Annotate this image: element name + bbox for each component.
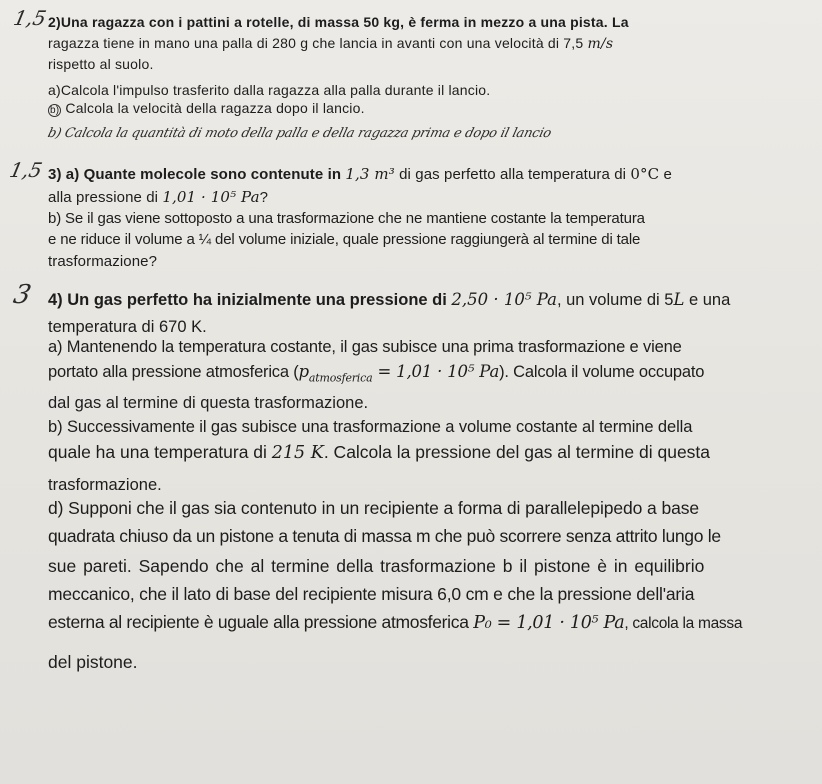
- q2-line-1: 2)Una ragazza con i pattini a rotelle, di massa 50 kg, è ferma in mezzo a una pista. La: [48, 14, 629, 30]
- q3-line-5: trasformazione?: [48, 253, 158, 270]
- q2-line-3: rispetto al suolo.: [48, 56, 154, 72]
- q3-score-mark: 1,5: [7, 158, 45, 182]
- q4-line-3: a) Mantenendo la temperatura costante, il gas subisce una prima trasformazione e viene: [48, 338, 682, 356]
- q4-line-11: sue pareti. Sapendo che al termine della trasformazione b il pistone è in equilibrio: [48, 556, 705, 576]
- q3-line-4: e ne riduce il volume a ¼ del volume iniziale, quale pressione raggiungerà al termine di tale: [48, 231, 641, 248]
- q4-line-9: d) Supponi che il gas sia contenuto in un recipiente a forma di parallelepipedo a base: [48, 498, 700, 518]
- q4-score-mark: 3: [10, 280, 34, 310]
- q3-line-1: 3) a) Quante molecole sono contenute in 1,3 m³ di gas perfetto alla temperatura di 0°C e: [48, 165, 672, 183]
- q4-line-10: quadrata chiuso da un pistone a tenuta di massa m che può scorrere senza attrito lungo le: [48, 526, 721, 546]
- q4-line-14: del pistone.: [48, 652, 138, 672]
- q4-line-6: b) Successivamente il gas subisce una trasformazione a volume costante al termine della: [48, 418, 693, 436]
- q2-line-5: b) Calcola la velocità della ragazza dopo il lancio.: [50, 100, 365, 116]
- q2-line-4: a)Calcola l'impulso trasferito dalla ragazza alla palla durante il lancio.: [48, 82, 491, 98]
- q3-line-2: alla pressione di 1,01 · 10⁵ Pa?: [48, 188, 269, 206]
- q4-line-13: esterna al recipiente è uguale alla pressione atmosferica P₀ = 1,01 · 10⁵ Pa, calcola la massa: [48, 612, 743, 633]
- q2-b-label: b): [50, 105, 60, 116]
- q4-line-2: temperatura di 670 K.: [48, 318, 207, 336]
- q4-line-12: meccanico, che il lato di base del recipiente misura 6,0 cm e che la pressione dell'aria: [48, 584, 695, 604]
- q4-line-1: 4) Un gas perfetto ha inizialmente una pressione di 2,50 · 10⁵ Pa, un volume di 5L e una: [48, 290, 731, 309]
- q4-line-5: dal gas al termine di questa trasformazione.: [48, 394, 369, 412]
- q4-line-8: trasformazione.: [48, 476, 162, 494]
- handwritten-answer-b: b) Calcola la quantità di moto della palla e della ragazza prima e dopo il lancio: [46, 126, 553, 141]
- q4-line-7: quale ha una temperatura di 215 K. Calcola la pressione del gas al termine di questa: [48, 442, 711, 463]
- q4-line-4: portato alla pressione atmosferica ($p_{atmosferica} = 1,01 \cdot 10^5$ Pa). Calcola il volume occupato: [48, 362, 705, 385]
- q2-score-mark: 1,5: [11, 6, 49, 30]
- q2-line-2: ragazza tiene in mano una palla di 280 g che lancia in avanti con una velocità di 7,5 m/s: [48, 35, 614, 52]
- q3-line-3: b) Se il gas viene sottoposto a una trasformazione che ne mantiene costante la temperatura: [48, 210, 645, 227]
